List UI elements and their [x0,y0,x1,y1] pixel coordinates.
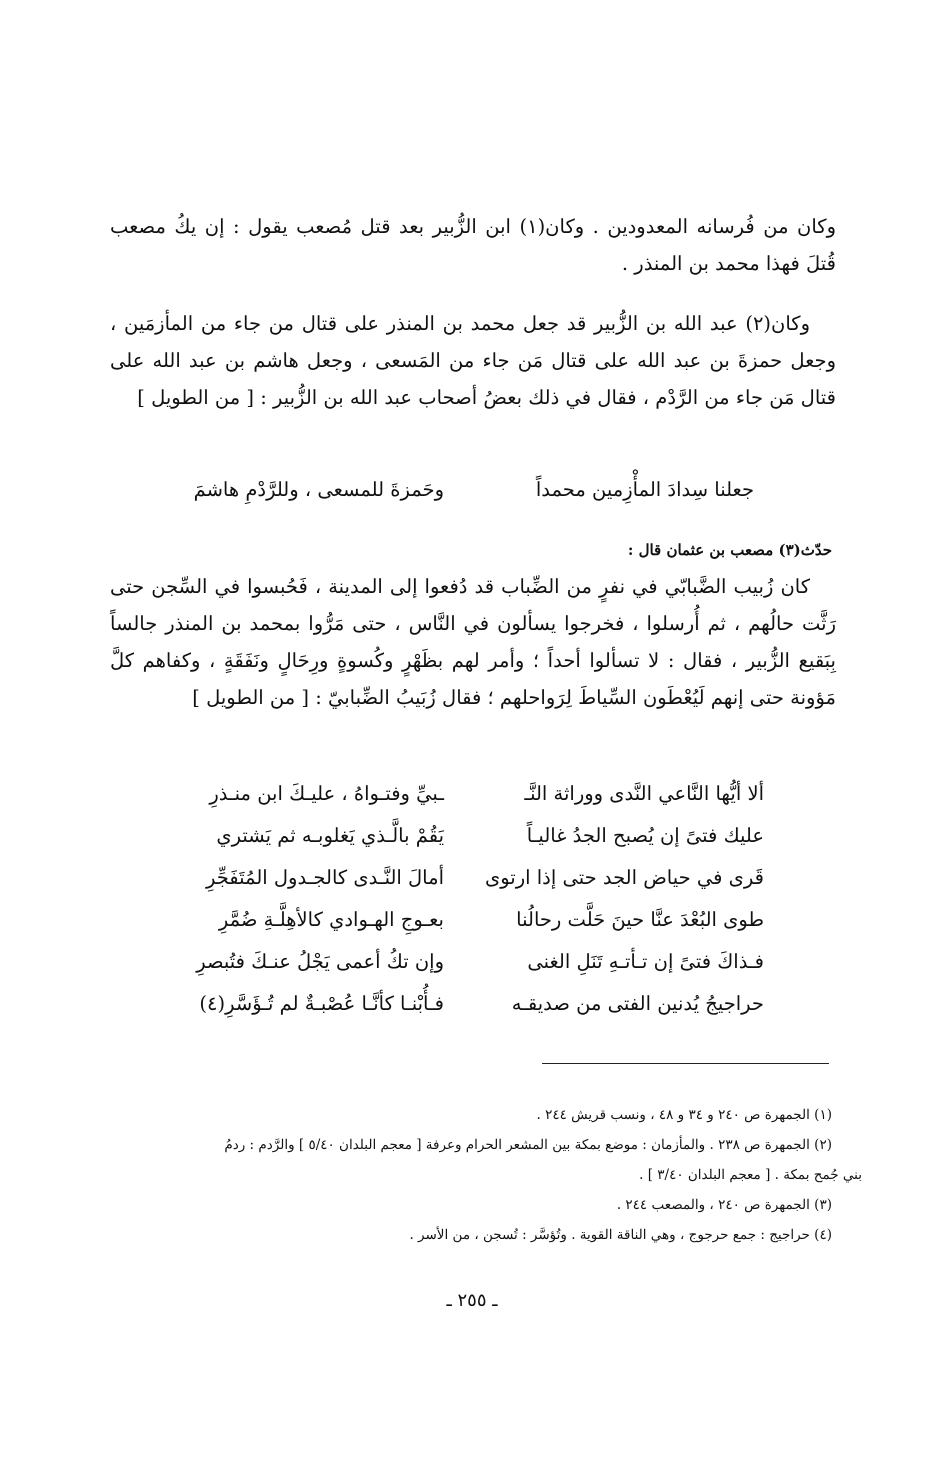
footnote-divider [542,1063,829,1064]
paragraph-1: وكان من فُرسانه المعدودين . وكان(١) ابن الزُّبير بعد قتل مُصعب يقول : إن يكُ مصعب قُتلَ فهذا محمد بن المنذر . [110,215,837,275]
poem [184,782,764,1034]
footnote-2-continuation: بني جُمح بمكة . [ معجم البلدان ٣/٤٠ ] . [639,1167,862,1183]
footnote-3: (٣) الجمهرة ص ٢٤٠ ، والمصعب ٢٤٤ . [616,1197,832,1213]
poem-verse [184,908,764,950]
verse-first-hemistich: ألا أيُّها النَّاعي النَّدى ووراثة النَّـ [524,782,764,805]
verse-first-hemistich: طوى البُعْدَ عنَّا حينَ حَلَّت رحالُنا [516,908,764,931]
verse-first-hemistich: فـذاكَ فتىً إن تـأتـهِ تَنَلِ الغنى [527,950,764,973]
footnote-2: (٢) الجمهرة ص ٢٣٨ . والمأزمان : موضع بمكة بين المشعر الحرام وعرفة [ معجم البلدان ٥/٤٠ ] والرَّدم : ردمُ [224,1137,832,1153]
paragraph-intro [110,208,836,282]
page-number: ـ ٢٥٥ ـ [446,1290,498,1311]
poem-verse [184,992,764,1034]
footnotes [102,1100,862,1250]
poem-verse [184,950,764,992]
verse-single [193,478,754,514]
poem-verse [184,782,764,824]
paragraph-third [110,568,836,716]
verse-second-hemistich: بعـوجِ الهـوادي كالأهِلَّـةِ ضُمَّرِ [218,908,444,931]
paragraph-second [110,305,836,416]
verse-second-hemistich: وإن تكُ أعمى يَجْلُ عنـكَ فتُبصرِ [196,950,444,973]
poem-verse [184,866,764,908]
paragraph-3: كان زُبيب الضَّبابّي في نفرٍ من الضِّباب قد دُفعوا إلى المدينة ، فَحُبسوا في السِّجن حتى رَثَّت حالُهم ، ثم أُرسلوا ، فخرجوا يسألون في النَّاس ، حتى مَرُّوا بمحمد بن المنذر جالساً بِبَقيع الزُّبير ، فقال : لا تسألوا أحداً ؛ وأمر لهم بظَهْرٍ وكُسوةٍ ورِحَالٍ ونَفَقَةٍ ، وكفاهم كلَّ مَؤونة حتى إنهم لَيُعْطَون السِّياطَ لِرَواحلهم ؛ فقال زُبَيبُ الضِّبابيّ : [ من الطويل ] [110,575,836,709]
poem-verse [184,824,764,866]
verse-second-hemistich: فـأُبْنـا كأنَّـا عُصْبـةٌ لم تُـؤَسَّرِ(٤) [199,992,444,1015]
narration-heading: حدّث(٣) مصعب بن عثمان قال : [627,541,832,559]
footnote-4: (٤) حراجيج : جمع حرجوج ، وهي الناقة القوية . وتُؤسَّر : تُسجن ، من الأسر . [409,1227,832,1243]
paragraph-2: وكان(٢) عبد الله بن الزُّبير قد جعل محمد بن المنذر على قتال من جاء من المأزمَين ، وجعل حمزةَ بن عبد الله على قتال مَن جاء من المَسعى ، وجعل هاشم بن عبد الله على قتال مَن جاء من الرَّدْم ، فقال في ذلك بعضُ أصحاب عبد الله بن الزُّبير : [ من الطويل ] [110,312,836,409]
verse-first-hemistich: قَرى في حياض الجد حتى إذا ارتوى [484,866,764,889]
verse-first-hemistich: حراجيجُ يُدنين الفتى من صديقـه [511,992,764,1015]
verse-second-hemistich: ـبيِّ وفتـواهُ ، عليـكَ ابن منـذرِ [209,782,444,805]
verse-single-second-hemistich: وحَمزةَ للمسعى ، وللرَّدْمِ هاشمَ [193,478,444,501]
verse-second-hemistich: أمالَ النَّـدى كالجـدول المُتَفَجِّرِ [205,866,444,889]
verse-single-first-hemistich: جعلنا سِدادَ المأْزِمين محمداً [535,478,754,501]
verse-first-hemistich: عليك فتىً إن يُصبح الجدُ غاليـاً [526,824,764,847]
verse-second-hemistich: يَقُمْ بالَّـذي يَغلوبـه ثم يَشتري [216,824,444,847]
footnote-1: (١) الجمهرة ص ٢٤٠ و ٣٤ و ٤٨ ، ونسب قريش ٢٤٤ . [536,1107,832,1123]
